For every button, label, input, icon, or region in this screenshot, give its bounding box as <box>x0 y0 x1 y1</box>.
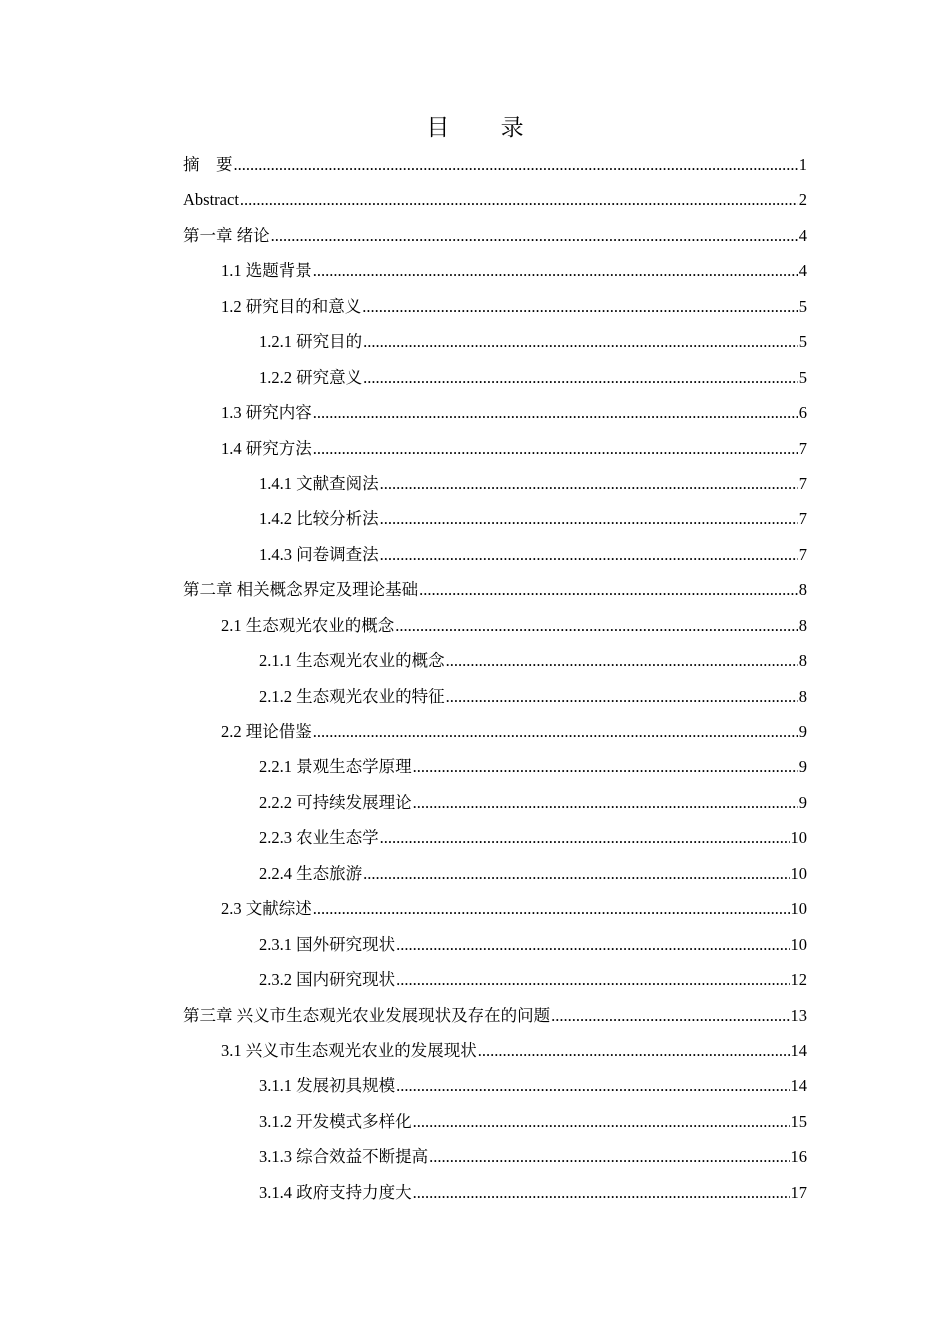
toc-entry-label: 1.3 研究内容 <box>221 403 312 423</box>
toc-entry[interactable] <box>183 679 807 714</box>
toc-entry-label: 1.4.2 比较分析法 <box>259 509 379 529</box>
toc-entry[interactable] <box>183 998 807 1033</box>
toc-entry-label: 2.2 理论借鉴 <box>221 722 312 741</box>
toc-entry-page-number: 17 <box>790 1182 807 1202</box>
toc-dot-leader <box>551 998 789 1033</box>
toc-entry-page-number: 7 <box>798 509 807 529</box>
toc-title: 目 录 <box>426 115 546 141</box>
toc-entry-page-number: 9 <box>798 757 807 777</box>
toc-dot-leader <box>478 1033 790 1068</box>
toc-entry-page-number: 8 <box>798 580 807 600</box>
toc-dot-leader <box>240 182 798 217</box>
toc-entry[interactable] <box>183 856 807 891</box>
toc-entry[interactable] <box>183 147 807 182</box>
toc-entry-label: 3.1.1 发展初具规模 <box>259 1076 396 1096</box>
toc-entry[interactable] <box>183 253 807 288</box>
toc-dot-leader <box>419 572 798 607</box>
toc-dot-leader <box>413 785 798 820</box>
toc-entry[interactable] <box>183 820 807 855</box>
toc-entry-label: 1.4.3 问卷调查法 <box>259 544 379 564</box>
toc-dot-leader <box>380 537 798 572</box>
toc-entry-page-number: 10 <box>790 863 807 883</box>
toc-entry[interactable] <box>183 324 807 359</box>
toc-entry-page-number: 10 <box>790 899 807 919</box>
toc-dot-leader <box>363 324 798 359</box>
toc-dot-leader <box>362 289 798 324</box>
toc-entry-page-number: 2 <box>798 190 807 210</box>
toc-dot-leader <box>313 891 790 926</box>
toc-entry-page-number: 1 <box>798 155 807 174</box>
toc-entry-label: 1.1 选题背景 <box>221 261 312 281</box>
toc-dot-leader <box>396 927 789 962</box>
toc-entry-label: 第三章 兴义市生态观光农业发展现状及存在的问题 <box>183 1005 551 1025</box>
toc-entry-label: 2.1 生态观光农业的概念 <box>221 615 395 635</box>
toc-dot-leader <box>363 360 798 395</box>
toc-dot-leader <box>396 1068 789 1103</box>
toc-dot-leader <box>313 714 798 749</box>
toc-entry-label: 3.1.4 政府支持力度大 <box>259 1182 412 1202</box>
toc-entry-label: 2.2.2 可持续发展理论 <box>259 792 412 812</box>
toc-entry[interactable] <box>183 1139 807 1174</box>
toc-entry-page-number: 5 <box>798 332 807 352</box>
toc-dot-leader <box>313 431 798 466</box>
toc-entry[interactable] <box>183 289 807 324</box>
toc-dot-leader <box>413 749 798 784</box>
toc-entry-label: 3.1.3 综合效益不断提高 <box>259 1147 429 1167</box>
toc-entry[interactable] <box>183 360 807 395</box>
toc-entry[interactable] <box>183 218 807 253</box>
toc-dot-leader <box>234 147 798 182</box>
toc-dot-leader <box>395 608 798 643</box>
toc-entry-label: 2.2.4 生态旅游 <box>259 863 363 883</box>
toc-entry-page-number: 14 <box>790 1040 807 1060</box>
toc-dot-leader <box>429 1139 789 1174</box>
toc-entry-label: 2.1.2 生态观光农业的特征 <box>259 686 445 706</box>
toc-entry[interactable] <box>183 608 807 643</box>
toc-entry[interactable] <box>183 1033 807 1068</box>
toc-entry-page-number: 14 <box>790 1076 807 1096</box>
toc-entry-label: 2.3.2 国内研究现状 <box>259 970 396 990</box>
toc-dot-leader <box>363 856 789 891</box>
toc-entry-label: 1.2.1 研究目的 <box>259 332 363 352</box>
toc-entry-page-number: 15 <box>790 1111 807 1131</box>
toc-entry-label: 1.2 研究目的和意义 <box>221 296 362 316</box>
toc-dot-leader <box>380 466 798 501</box>
toc-entry-label: 3.1 兴义市生态观光农业的发展现状 <box>221 1040 477 1060</box>
toc-entry[interactable] <box>183 1104 807 1139</box>
toc-entry-label: Abstract <box>183 190 239 210</box>
toc-entry[interactable] <box>183 1068 807 1103</box>
toc-entry-page-number: 4 <box>798 225 807 245</box>
toc-dot-leader <box>380 501 798 536</box>
toc-entry-page-number: 8 <box>798 686 807 706</box>
toc-entry[interactable] <box>183 643 807 678</box>
toc-dot-leader <box>413 1104 790 1139</box>
toc-entry-label: 摘 要 <box>183 155 233 174</box>
toc-entry-page-number: 8 <box>798 651 807 671</box>
toc-entry[interactable] <box>183 501 807 536</box>
toc-entry-page-number: 8 <box>798 615 807 635</box>
toc-dot-leader <box>271 218 798 253</box>
toc-entry-page-number: 6 <box>798 403 807 423</box>
toc-entry-page-number: 5 <box>798 296 807 316</box>
toc-list <box>183 147 807 1210</box>
toc-entry-page-number: 10 <box>790 934 807 954</box>
toc-dot-leader <box>396 962 789 997</box>
toc-entry-page-number: 13 <box>790 1005 807 1025</box>
toc-entry[interactable] <box>183 431 807 466</box>
toc-entry[interactable] <box>183 891 807 926</box>
toc-dot-leader <box>313 253 798 288</box>
toc-entry-page-number: 7 <box>798 473 807 493</box>
toc-entry-label: 2.2.3 农业生态学 <box>259 828 379 848</box>
toc-entry-label: 第二章 相关概念界定及理论基础 <box>183 580 419 600</box>
toc-entry[interactable] <box>183 714 807 749</box>
toc-entry[interactable] <box>183 749 807 784</box>
toc-entry-page-number: 9 <box>798 792 807 812</box>
toc-entry-label: 2.3 文献综述 <box>221 899 312 919</box>
toc-entry[interactable] <box>183 466 807 501</box>
toc-entry-label: 2.2.1 景观生态学原理 <box>259 757 412 777</box>
toc-entry[interactable] <box>183 962 807 997</box>
toc-dot-leader <box>446 679 798 714</box>
toc-entry[interactable] <box>183 785 807 820</box>
toc-entry-label: 第一章 绪论 <box>183 225 270 245</box>
toc-dot-leader <box>446 643 798 678</box>
toc-dot-leader <box>413 1175 790 1210</box>
toc-dot-leader <box>380 820 790 855</box>
toc-entry-page-number: 12 <box>790 970 807 990</box>
toc-entry[interactable] <box>183 182 807 217</box>
toc-entry-page-number: 4 <box>798 261 807 281</box>
toc-entry-label: 2.3.1 国外研究现状 <box>259 934 396 954</box>
toc-entry[interactable] <box>183 1175 807 1210</box>
toc-dot-leader <box>313 395 798 430</box>
toc-entry[interactable] <box>183 927 807 962</box>
toc-entry-page-number: 16 <box>790 1147 807 1167</box>
toc-entry[interactable] <box>183 572 807 607</box>
toc-entry-label: 2.1.1 生态观光农业的概念 <box>259 651 445 671</box>
toc-entry-label: 3.1.2 开发模式多样化 <box>259 1111 412 1131</box>
toc-entry-page-number: 5 <box>798 367 807 387</box>
toc-entry[interactable] <box>183 537 807 572</box>
toc-entry-label: 1.4.1 文献查阅法 <box>259 473 379 493</box>
toc-entry[interactable] <box>183 395 807 430</box>
toc-entry-page-number: 9 <box>798 722 807 741</box>
toc-entry-page-number: 10 <box>790 828 807 848</box>
toc-entry-page-number: 7 <box>798 438 807 458</box>
toc-entry-label: 1.2.2 研究意义 <box>259 367 363 387</box>
toc-entry-label: 1.4 研究方法 <box>221 438 312 458</box>
toc-entry-page-number: 7 <box>798 544 807 564</box>
